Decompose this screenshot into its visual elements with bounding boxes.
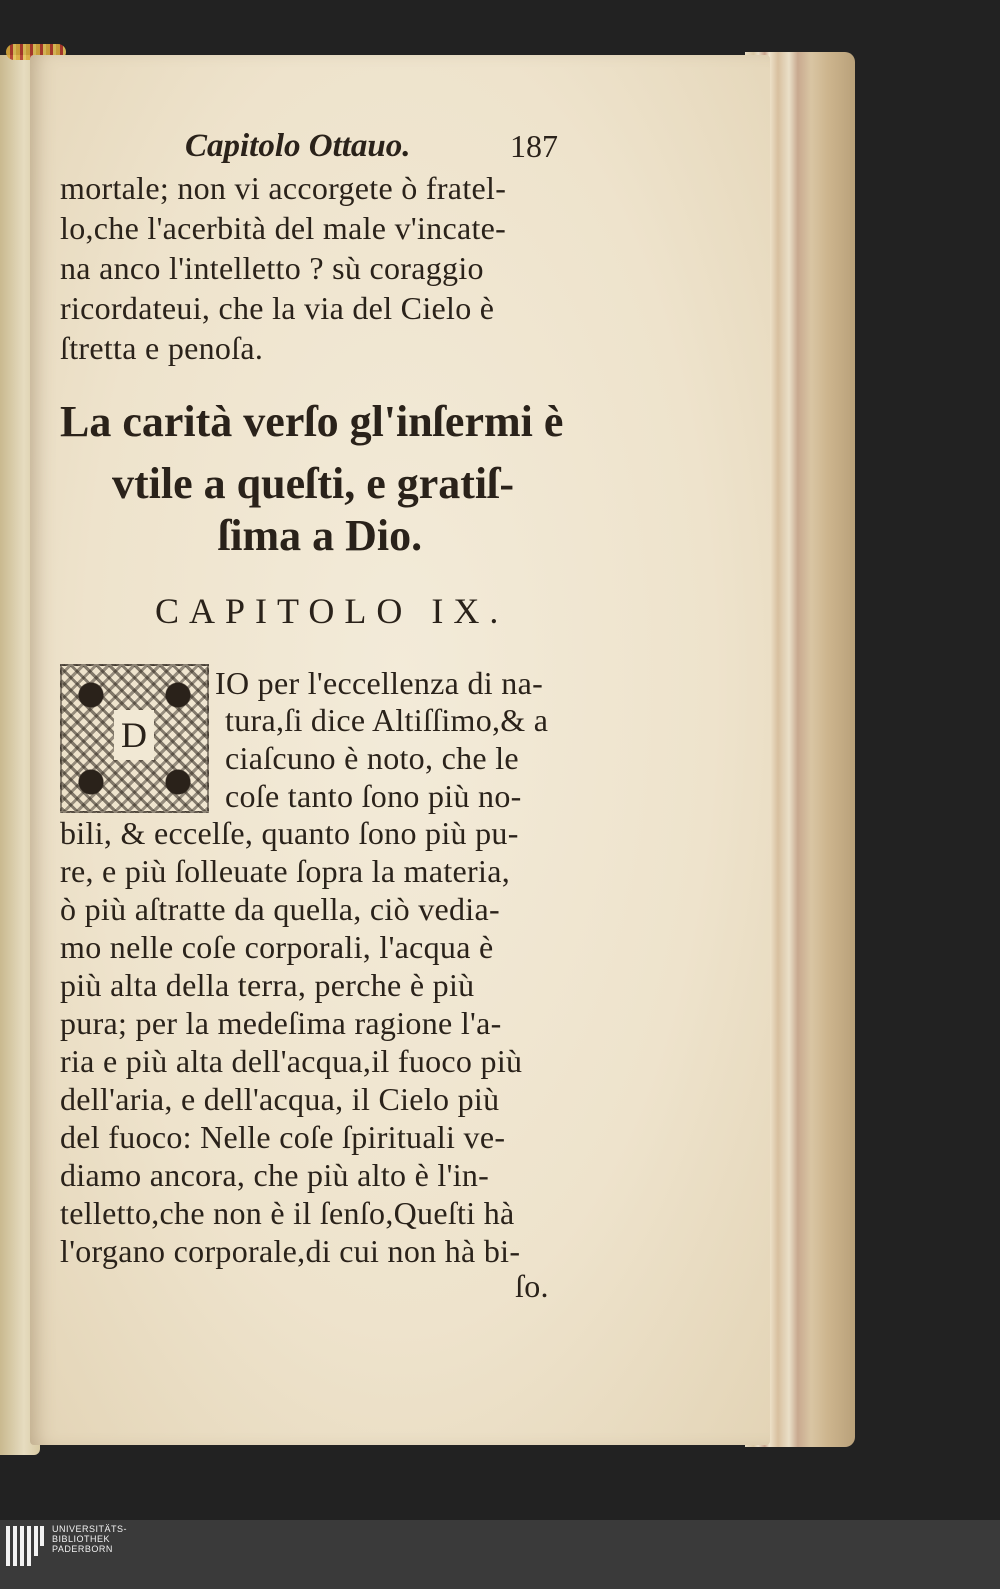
page-number: 187 [510, 128, 558, 164]
body-line: l'organo corporale,di cui non hà bi- [60, 1233, 521, 1269]
catchword: ſo. [515, 1268, 549, 1304]
running-title: Capitolo Ottauo. [185, 128, 411, 164]
body-line: del fuoco: Nelle coſe ſpirituali ve- [60, 1119, 506, 1155]
footer-bar [0, 1520, 1000, 1589]
body-line: re, e più ſolleuate ſopra la materia, [60, 853, 511, 889]
body-line: bili, & eccelſe, quanto ſono più pu- [60, 815, 519, 851]
body-line: telletto,che non è il ſenſo,Queſti hà [60, 1195, 515, 1231]
decorated-initial [60, 664, 209, 813]
section-heading-line: ſima a Dio. [218, 511, 423, 560]
body-line: dell'aria, e dell'acqua, il Cielo più [60, 1081, 500, 1117]
body-line: diamo ancora, che più alto è l'in- [60, 1157, 490, 1193]
body-line: IO per l'eccellenza di na- [215, 665, 544, 701]
body-line: ſtretta e penoſa. [60, 330, 264, 366]
library-logo-icon [6, 1526, 46, 1570]
body-line: pura; per la medeſima ragione l'a- [60, 1005, 502, 1041]
body-line: ricordateui, che la via del Cielo è [60, 290, 495, 326]
body-line: mortale; non vi accorgete ò fratel- [60, 170, 507, 206]
body-line: ria e più alta dell'acqua,il fuoco più [60, 1043, 523, 1079]
drop-cap-letter: D [114, 710, 154, 760]
body-line: ciaſcuno è noto, che le [225, 740, 519, 776]
section-heading-line: vtile a queſti, e gratiſ- [112, 459, 515, 508]
section-heading-line: La carità verſo gl'inſermi è [60, 397, 564, 446]
body-line: na anco l'intelletto ? sù coraggio [60, 250, 484, 286]
library-logo-text: UNIVERSITÄTS- BIBLIOTHEK PADERBORN [52, 1524, 128, 1554]
body-line: tura,ſi dice Altiſſimo,& a [225, 702, 549, 738]
body-line: lo,che l'acerbità del male v'incate- [60, 210, 507, 246]
body-line: coſe tanto ſono più no- [225, 778, 522, 814]
body-line: più alta della terra, perche è più [60, 967, 475, 1003]
body-line: mo nelle coſe corporali, l'acqua è [60, 929, 494, 965]
chapter-label: CAPITOLO IX. [155, 591, 509, 631]
body-line: ò più aſtratte da quella, ciò vedia- [60, 891, 500, 927]
